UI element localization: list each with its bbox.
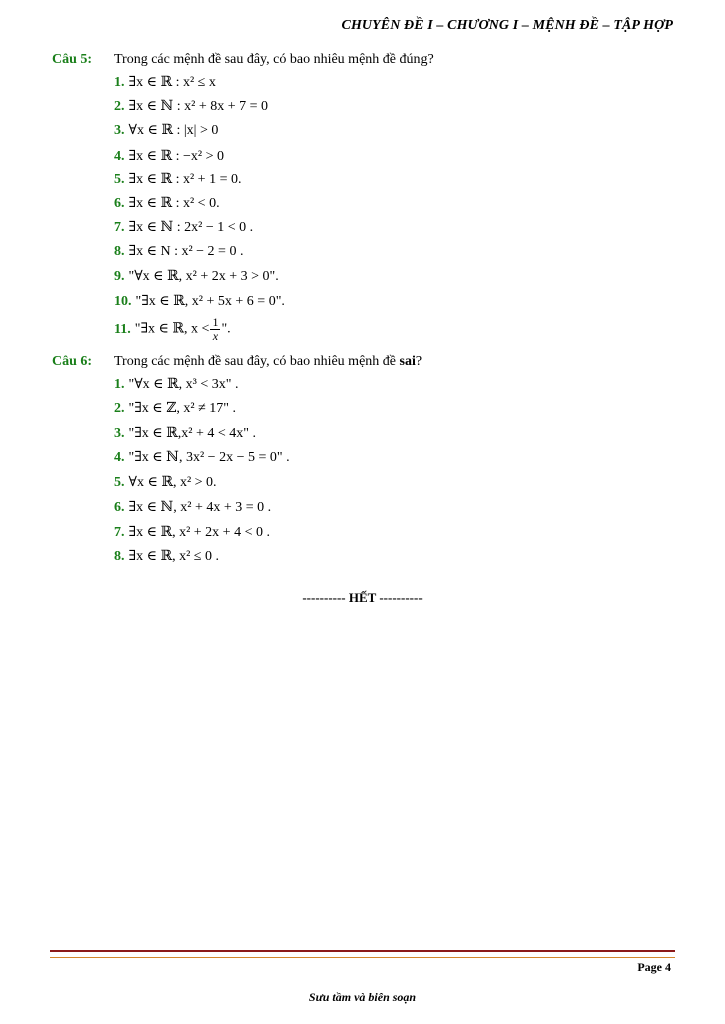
statement-item: 2. ∃x ∈ ℕ : x² + 8x + 7 = 0 [114,99,269,114]
statement-item: 7. ∃x ∈ ℝ, x² + 2x + 4 < 0 . [114,525,270,540]
statement-item: 5. ∃x ∈ ℝ : x² + 1 = 0. [114,172,242,187]
page-number: Page 4 [637,960,671,974]
footer-credit: Sưu tầm và biên soạn [308,990,417,1004]
statement-item: 7. ∃x ∈ ℕ : 2x² − 1 < 0 . [114,220,254,235]
statement-item: 2. "∃x ∈ ℤ, x² ≠ 17" . [114,401,236,416]
question-prompt: Trong các mệnh đề sau đây, có bao nhiêu mệnh đề sai? [114,354,423,369]
statement-item: 10. "∃x ∈ ℝ, x² + 5x + 6 = 0". [114,294,285,309]
statement-item: 6. ∃x ∈ ℝ : x² < 0. [114,196,220,211]
fraction: $\frac{1}{x}$ [212,315,219,343]
statement-item: 1. "∀x ∈ ℝ, x³ < 3x" . [114,377,239,392]
statement-item: 5. ∀x ∈ ℝ, x² > 0. [114,475,217,490]
statement-item: 11. "∃x ∈ ℝ, x < $\frac{1}{x}$ ". [114,315,231,343]
statement-item: 9. "∀x ∈ ℝ, x² + 2x + 3 > 0". [114,269,279,284]
statement-item: 4. ∃x ∈ ℝ : −x² > 0 [114,149,224,164]
question-label: Câu 6: [52,354,93,369]
statement-item: 4. "∃x ∈ ℕ, 3x² − 2x − 5 = 0" . [114,450,290,465]
page-header-title: CHUYÊN ĐỀ I – CHƯƠNG I – MỆNH ĐỀ – TẬP HỢP [341,18,673,33]
statement-item: 3. ∀x ∈ ℝ : |x| > 0 [114,123,219,138]
footer-divider [50,950,675,958]
question-label: Câu 5: [52,52,93,67]
statement-item: 3. "∃x ∈ ℝ,x² + 4 < 4x" . [114,426,257,441]
statement-item: 8. ∃x ∈ N : x² − 2 = 0 . [114,244,244,259]
question-prompt: Trong các mệnh đề sau đây, có bao nhiêu mệnh đề đúng? [114,52,434,67]
statement-item: 1. ∃x ∈ ℝ : x² ≤ x [114,75,216,90]
statement-item: 8. ∃x ∈ ℝ, x² ≤ 0 . [114,549,219,564]
statement-item: 6. ∃x ∈ ℕ, x² + 4x + 3 = 0 . [114,500,272,515]
end-marker: ---------- HẾT ---------- [302,590,423,605]
